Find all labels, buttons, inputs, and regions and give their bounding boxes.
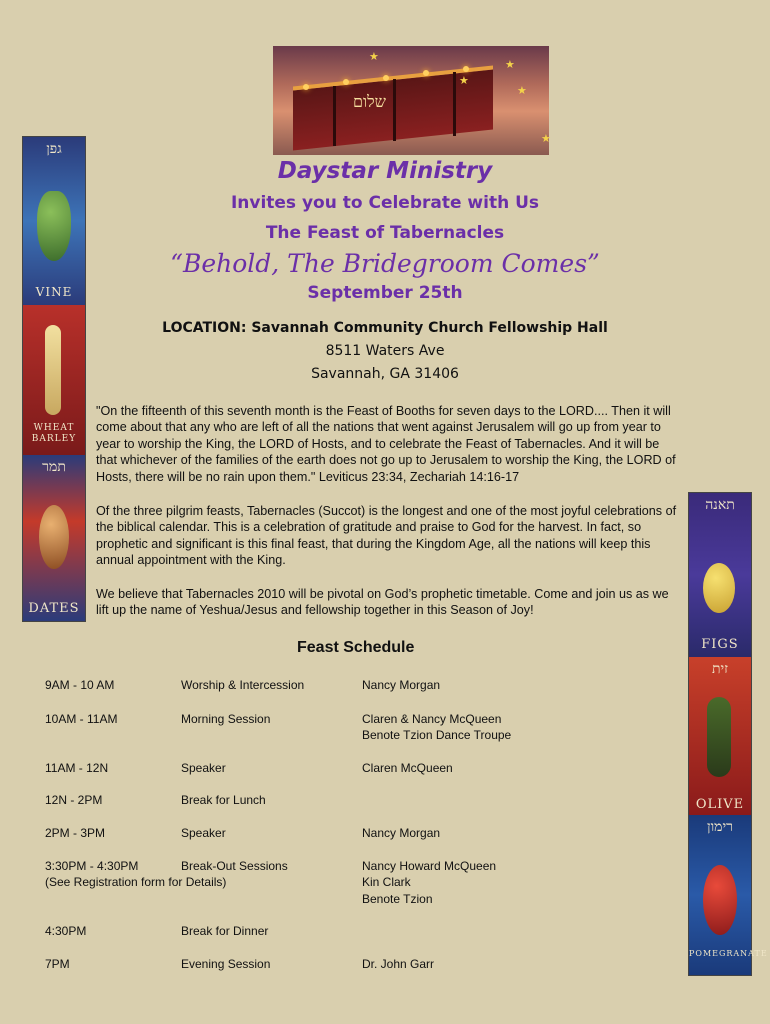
schedule-presenter: Claren McQueen — [362, 761, 453, 775]
presenter-name: Claren & Nancy McQueen — [362, 712, 502, 726]
star-icon: ★ — [369, 51, 379, 63]
vine-label: VINE — [35, 285, 73, 299]
presenter-name: Benote Tzion Dance Troupe — [362, 728, 512, 743]
wheat-label: WHEAT BARLEY — [31, 423, 77, 444]
star-icon: ★ — [541, 133, 551, 145]
schedule-event: Worship & Intercession — [181, 678, 305, 692]
schedule-event: Evening Session — [181, 957, 271, 971]
scripture-paragraph: "On the fifteenth of this seventh month is the Feast of Booths for seven days to the LORD.... Then it will come about that any who are left of all the nations that went against Jerusalem will go up from year to year to worship the King, the LORD of Hosts, and to celebrate the Feast of Tabernacles. And it will be that whichever of the families of the earth does not go up to Jerusalem to worship the King, the LORD of Hosts, there will be no rain upon them." Leviticus 23:34, Zechariah 14:16-17 — [96, 404, 676, 484]
schedule-presenter: Nancy Morgan — [362, 826, 441, 840]
light — [303, 84, 309, 90]
event-date: September 25th — [307, 283, 463, 303]
feast-subtitle: The Feast of Tabernacles — [265, 223, 505, 243]
presenter-name: Benote Tzion — [362, 891, 433, 906]
header-photo — [273, 46, 549, 155]
olive-label: OLIVE — [695, 797, 745, 812]
light — [423, 70, 429, 76]
dates-illustration — [39, 505, 69, 569]
schedule-time: 10AM - 11AM — [45, 712, 118, 726]
invitation-paragraph: We believe that Tabernacles 2010 will be pivotal on God’s prophetic timetable. Come and join us as we lift up the name of Yeshua/Jesus and fellowship together in this Season of Joy! — [96, 587, 669, 618]
schedule-event: Break for Dinner — [181, 924, 269, 938]
schedule-event: Break-Out Sessions — [181, 859, 288, 873]
schedule-event: Speaker — [181, 761, 226, 775]
registration-note: (See Registration form for Details) — [45, 875, 227, 889]
light — [383, 75, 389, 81]
star-icon: ★ — [517, 85, 527, 97]
schedule-time: 11AM - 12N — [45, 761, 109, 775]
light — [343, 79, 349, 85]
vine-hebrew: גפן — [46, 141, 62, 157]
schedule-presenter: Dr. John Garr — [362, 957, 435, 971]
schedule-presenter — [362, 858, 562, 907]
booth-sign: שלום — [353, 92, 386, 111]
schedule-time: 2PM - 3PM — [45, 826, 106, 840]
pomegranate-hebrew: רימון — [707, 819, 733, 835]
figs-illustration — [703, 563, 735, 613]
dates-panel — [23, 455, 85, 621]
star-icon: ★ — [459, 75, 469, 87]
tagline: “Behold, The Bridegroom Comes” — [170, 249, 600, 278]
schedule-time: 4:30PM — [45, 924, 87, 938]
pomegranate-illustration — [703, 865, 737, 935]
pomegranate-label: POMEGRANATE — [689, 949, 768, 958]
star-icon: ★ — [505, 59, 515, 71]
presenter-name: Nancy Howard McQueen — [362, 859, 497, 873]
pomegranate-panel — [689, 815, 768, 975]
description-paragraph: Of the three pilgrim feasts, Tabernacles (Succot) is the longest and one of the most joyful celebrations of the biblical calendar. This is a celebration of gratitude and praise to God for the harvest. In fact, so prophetic and significant is this final feast, that during the Kingdom Age, all the nations will keep this annual appointment with the King. — [96, 504, 677, 568]
location-title: LOCATION: Savannah Community Church Fellowship Hall — [162, 320, 608, 336]
booth-pole — [453, 72, 456, 136]
schedule-time: 12N - 2PM — [45, 793, 103, 807]
schedule-time: 7PM — [45, 957, 70, 971]
schedule-event: Speaker — [181, 826, 226, 840]
dates-hebrew: תמר — [42, 459, 66, 475]
location-street: 8511 Waters Ave — [325, 343, 445, 359]
schedule-event: Morning Session — [181, 712, 271, 726]
schedule-presenter: Nancy Morgan — [362, 678, 441, 692]
olive-panel — [689, 657, 751, 815]
figs-hebrew: תאנה — [705, 497, 735, 513]
olive-hebrew: זית — [711, 661, 729, 677]
right-banner — [688, 492, 768, 976]
figs-panel — [689, 493, 751, 657]
booth-pole — [333, 86, 336, 146]
ministry-title: Daystar Ministry — [277, 158, 493, 184]
schedule-time: 9AM - 10 AM — [45, 678, 115, 692]
schedule-event: Break for Lunch — [181, 793, 266, 807]
location-city: Savannah, GA 31406 — [311, 366, 459, 382]
schedule-title: Feast Schedule — [297, 639, 415, 656]
schedule-presenter — [362, 711, 562, 744]
presenter-name: Kin Clark — [362, 875, 411, 890]
dates-label: DATES — [28, 601, 80, 616]
olive-illustration — [707, 697, 731, 777]
light — [463, 66, 469, 72]
invite-subtitle: Invites you to Celebrate with Us — [230, 193, 540, 213]
schedule-time: 3:30PM - 4:30PM — [45, 859, 139, 873]
booth-pole — [393, 79, 396, 141]
figs-label: FIGS — [701, 637, 739, 652]
